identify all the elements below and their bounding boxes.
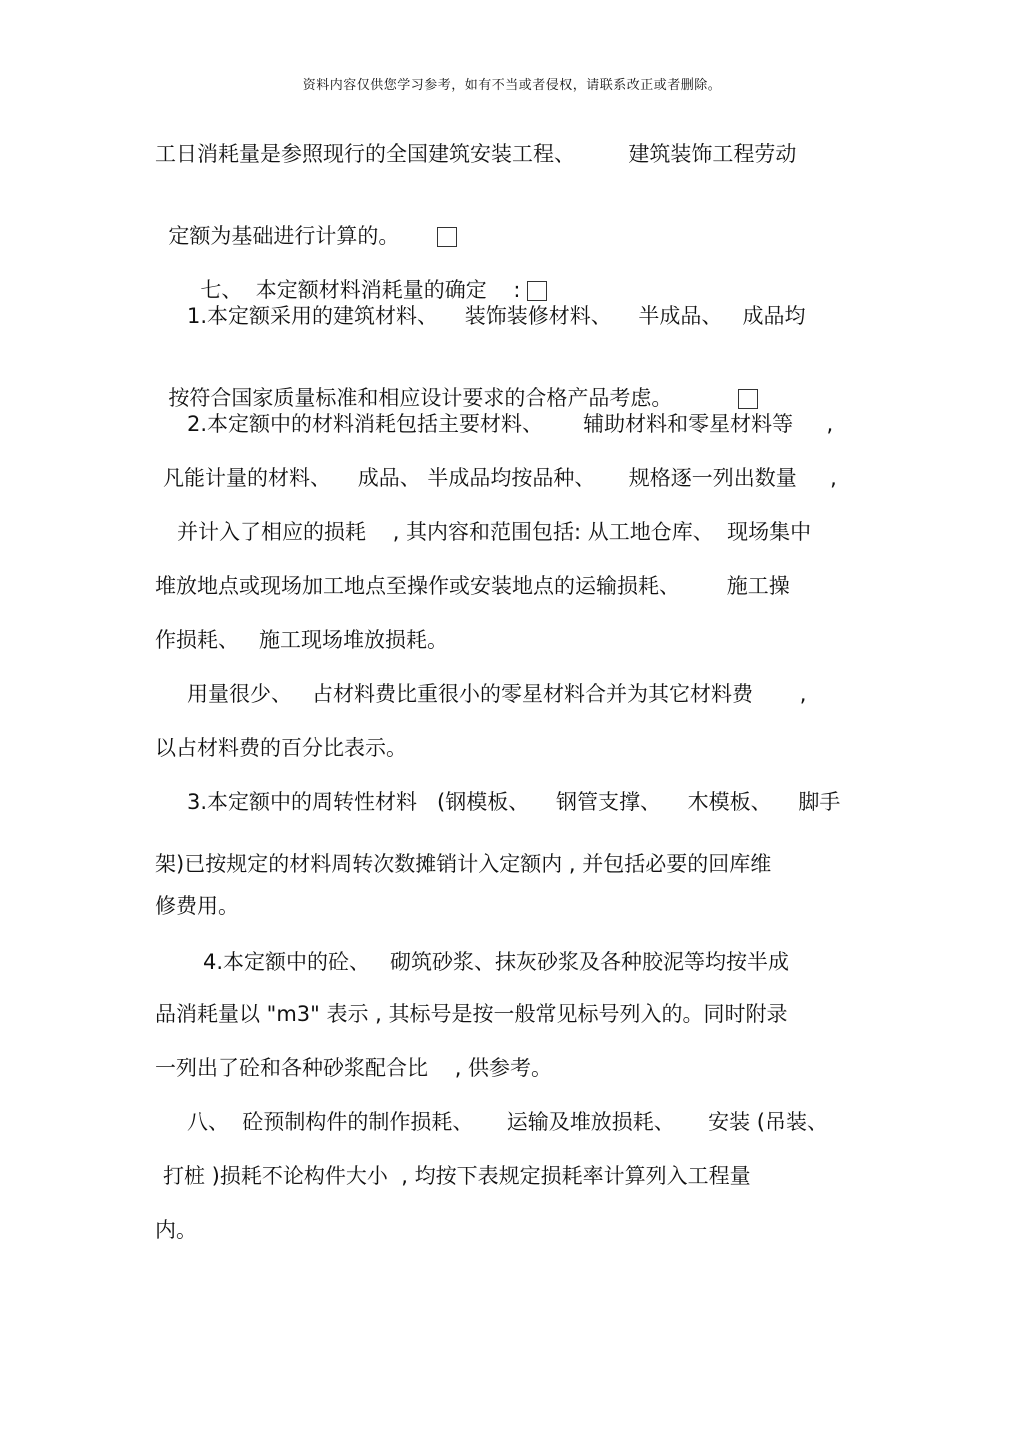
text-line-15: 修费用。: [155, 894, 239, 918]
text-line-11: 用量很少、 占材料费比重很小的零星材料合并为其它材料费 ,: [187, 682, 807, 706]
checkbox-icon: [437, 227, 457, 247]
text-line-9: 堆放地点或现场加工地点至操作或安装地点的运输损耗、 施工操: [155, 574, 790, 598]
text-line-7: 凡能计量的材料、 成品、 半成品均按品种、 规格逐一列出数量 ,: [163, 466, 837, 490]
text-line-13: 3.本定额中的周转性材料 (钢模板、 钢管支撑、 木模板、 脚手: [187, 790, 841, 814]
text-line-18: 一列出了砼和各种砂浆配合比 , 供参考。: [155, 1056, 553, 1080]
page-header-notice: 资料内容仅供您学习参考，如有不当或者侵权，请联系改正或者删除。: [302, 78, 722, 93]
text-line-2: [155, 194, 457, 250]
text-line-5-text: 按符合国家质量标准和相应设计要求的合格产品考虑。: [168, 386, 673, 410]
text-line-20: 打桩 )损耗不论构件大小 , 均按下表规定损耗率计算列入工程量: [163, 1164, 751, 1188]
text-line-4: 1.本定额采用的建筑材料、 装饰装修材料、 半成品、 成品均: [187, 304, 806, 328]
checkbox-icon: [527, 281, 547, 301]
text-line-12: 以占材料费的百分比表示。: [155, 736, 407, 760]
checkbox-icon: [738, 389, 758, 409]
text-line-16: 4.本定额中的砼、 砌筑砂浆、抹灰砂浆及各种胶泥等均按半成: [203, 950, 790, 974]
section-8-heading: 八、 砼预制构件的制作损耗、 运输及堆放损耗、 安装 (吊装、: [187, 1110, 828, 1134]
text-line-8: 并计入了相应的损耗 , 其内容和范围包括: 从工地仓库、 现场集中: [177, 520, 812, 544]
text-line-2-text: 定额为基础进行计算的。: [168, 224, 400, 248]
text-line-1: 工日消耗量是参照现行的全国建筑安装工程、 建筑装饰工程劳动: [155, 142, 797, 166]
text-line-6: 2.本定额中的材料消耗包括主要材料、 辅助材料和零星材料等 ,: [187, 412, 834, 436]
section-7-heading-text: 七、 本定额材料消耗量的确定 :: [200, 278, 521, 302]
text-line-17: 品消耗量以 "m3" 表示 , 其标号是按一般常见标号列入的。同时附录: [155, 1002, 788, 1026]
text-line-21: 内。: [155, 1218, 197, 1242]
text-line-5: [155, 356, 758, 412]
text-line-10: 作损耗、 施工现场堆放损耗。: [155, 628, 449, 652]
section-7-heading: [187, 248, 547, 304]
text-line-14: 架)已按规定的材料周转次数摊销计入定额内 , 并包括必要的回库维: [155, 852, 772, 876]
